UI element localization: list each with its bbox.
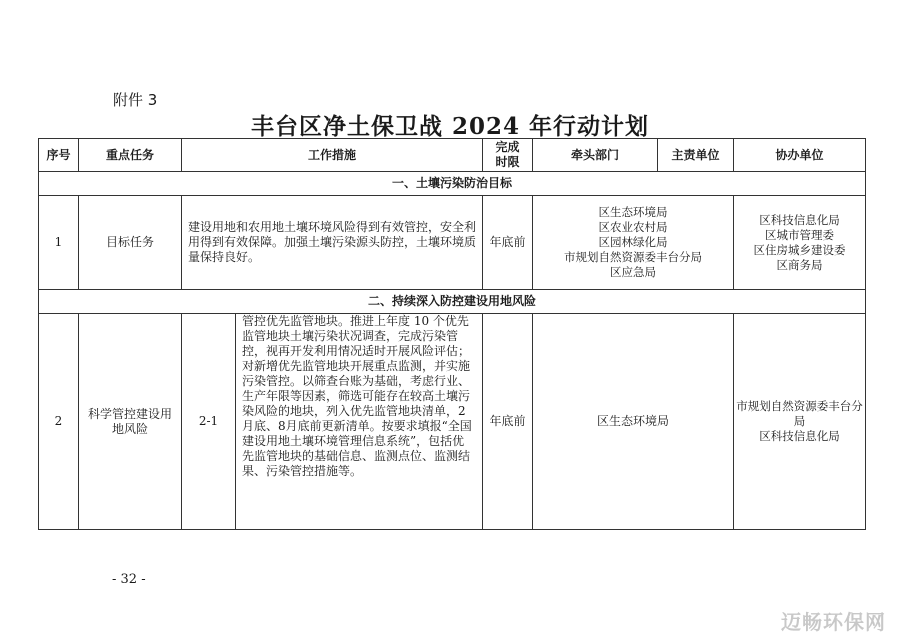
- row-assist-cell: [734, 314, 866, 530]
- header-assist: 协办单位: [734, 139, 866, 172]
- header-measure: 工作措施: [182, 139, 483, 172]
- table-row: [39, 314, 866, 530]
- header-responsible: 主责单位: [658, 139, 734, 172]
- header-seq: 序号: [39, 139, 79, 172]
- assist-item: 区商务局: [776, 257, 823, 272]
- header-deadline: [483, 139, 533, 172]
- row-assist-cell: [734, 196, 866, 290]
- assist-item: 市规划自然资源委丰台分局: [736, 399, 863, 428]
- assist-item: 区城市管理委: [765, 227, 835, 242]
- row-task: 科学管控建设用地风险: [79, 314, 182, 530]
- header-lead-dept: 牵头部门: [533, 139, 658, 172]
- lead-dept-item: 市规划自然资源委丰台分局: [564, 250, 703, 264]
- page-title: 丰台区净土保卫战 2024 年行动计划: [250, 113, 650, 140]
- row-measure: 建设用地和农用地土壤环境风险得到有效管控，安全利用得到有效保障。加强土壤污染源头防控，土壤环境质量保持良好。: [182, 196, 483, 290]
- action-plan-table: [38, 138, 866, 530]
- row-lead-cell: [533, 196, 734, 290]
- table-row: [39, 196, 866, 290]
- watermark: 迈畅环保网: [781, 610, 886, 634]
- row-seq: 1: [39, 196, 79, 290]
- assist-item: 区住房城乡建设委: [753, 242, 846, 257]
- row-subitem: 2-1: [182, 314, 236, 530]
- row-measure: 管控优先监管地块。推进上年度 10 个优先监管地块土壤污染状况调查，完成污染管控，视再开发利用情况适时开展风险评估；对新增优先监管地块开展重点监测，并实施污染管控。以筛查台账为基础，考虑行业、生产年限等因素，筛选可能存在较高土壤污染风险的地块，列入优先监管地块清单，2月底、8月底前更新清单。按要求填报“全国建设用地土壤环境管理信息系统”，包括优先监管地块的基础信息、监测点位、监测结果、污染管控措施等。: [236, 314, 483, 530]
- section-heading: 一、土壤污染防治目标: [39, 172, 866, 196]
- lead-dept-item: 区农业农村局: [598, 220, 668, 234]
- lead-dept-item: 区生态环境局: [598, 205, 668, 219]
- attachment-label: 附件 3: [113, 91, 158, 109]
- assist-item: 区科技信息化局: [759, 212, 840, 227]
- row-lead-dept: 区生态环境局: [533, 314, 734, 530]
- section-row: [39, 172, 866, 196]
- section-heading: 二、持续深入防控建设用地风险: [39, 290, 866, 314]
- header-task: 重点任务: [79, 139, 182, 172]
- header-deadline-line1: 完成: [495, 140, 520, 154]
- row-seq: 2: [39, 314, 79, 530]
- assist-item: 区科技信息化局: [759, 429, 840, 443]
- table-header-row: [39, 139, 866, 172]
- lead-dept-item: 区应急局: [610, 265, 657, 279]
- row-deadline: 年底前: [483, 196, 533, 290]
- header-deadline-line2: 时限: [495, 155, 520, 169]
- row-task: 目标任务: [79, 196, 182, 290]
- lead-dept-item: 区园林绿化局: [598, 235, 668, 249]
- page-number: - 32 -: [112, 572, 146, 587]
- row-deadline: 年底前: [483, 314, 533, 530]
- section-row: [39, 290, 866, 314]
